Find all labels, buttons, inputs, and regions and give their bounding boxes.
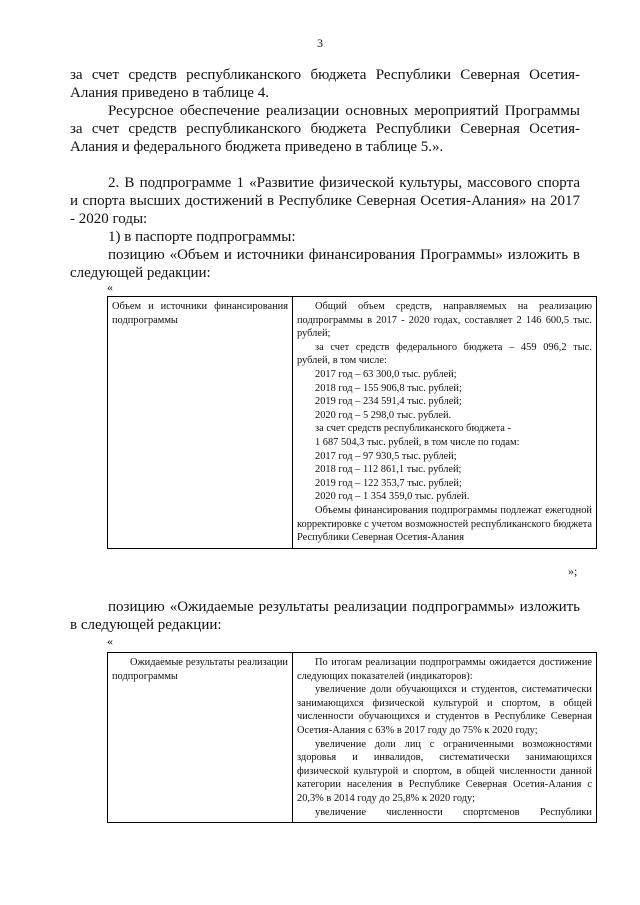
results-table (107, 652, 597, 823)
republic-2020: 2020 год – 1 354 359,0 тыс. рублей. (315, 491, 470, 503)
federal-budget-total: за счет средств федерального бюджета – 459 096,2 тыс. рублей, в том числе: (297, 341, 592, 367)
position-financing-instruction: позицию «Объем и источники финансирования Программы» изложить в следующей редакции: (70, 247, 580, 281)
federal-2018: 2018 год – 155 906,8 тыс. рублей; (315, 382, 462, 394)
republic-2019: 2019 год – 122 353,7 тыс. рублей; (315, 477, 462, 489)
intro-paragraph-2: Ресурсное обеспечение реализации основных мероприятий Программы за счет средств республиканского бюджета Республики Северная Осетия-Алания и федерального бюджета приведено в таблице 5.». (70, 103, 580, 155)
financing-table-label: Объем и источники финансирования подпрограммы (108, 297, 293, 549)
results-table-content (293, 653, 597, 823)
passport-item: 1) в паспорте подпрограммы: (108, 229, 296, 245)
federal-2020: 2020 год – 5 298,0 тыс. рублей. (315, 409, 452, 421)
results-intro: По итогам реализации подпрограммы ожидается достижение следующих показателей (индикаторов): (297, 657, 592, 682)
intro-line-2: Алания приведено в таблице 4. (70, 85, 269, 101)
financing-total: Общий объем средств, направляемых на реализацию подпрограммы в 2017 - 2020 годах, составляет 2 146 600,5 тыс. рублей; (297, 301, 592, 340)
open-quote-1: « (107, 280, 113, 294)
result-disabled-share: увеличение доли лиц с ограниченными возможностями здоровья и инвалидов, систематически занимающихся физической культурой и спортом, в общей численности данной категории населения в Республике Северная Осетия-Алания с 20,3% в 2014 году до 25,8% к 2020 году; (297, 738, 592, 804)
results-table-label: Ожидаемые результаты реализации подпрограммы (108, 653, 293, 823)
financing-table-content (293, 297, 597, 549)
result-students-share: увеличение доли обучающихся и студентов, систематически занимающихся физической культурой и спортом, в общей численности обучающихся и студентов в Республике Северная Осетия-Алания с 63% в 2017 году до 75% к 2020 году; (297, 684, 592, 736)
position-results-instruction: позицию «Ожидаемые результаты реализации подпрограммы» изложить в следующей редакции: (70, 599, 580, 633)
federal-2019: 2019 год – 234 591,4 тыс. рублей; (315, 396, 462, 408)
financing-table-row (108, 297, 597, 549)
intro-paragraph-1 (70, 66, 580, 102)
close-quote-1: »; (568, 564, 578, 578)
open-quote-2: « (107, 634, 113, 648)
republic-2018: 2018 год – 112 861,1 тыс. рублей; (315, 464, 462, 476)
republic-budget-total: 1 687 504,3 тыс. рублей, в том числе по годам: (315, 436, 520, 448)
federal-2017: 2017 год – 63 300,0 тыс. рублей; (315, 368, 457, 380)
republic-2017: 2017 год – 97 930,5 тыс. рублей; (315, 450, 457, 462)
result-athletes-count: увеличение численности спортсменов Республики (315, 806, 592, 818)
financing-adjustment-note: Объемы финансирования подпрограммы подлежат ежегодной корректировке с учетом возможностей республиканского бюджета Республики Северная Осетия-Алания (297, 504, 592, 544)
financing-table (107, 296, 597, 549)
results-table-row (108, 653, 597, 823)
section-2-heading: 2. В подпрограмме 1 «Развитие физической культуры, массового спорта и спорта высших достижений в Республике Северная Осетия-Алания» на 2017 - 2020 годы: (70, 175, 580, 227)
intro-line-1: за счет средств республиканского бюджета Республики Северная Осетия- (70, 67, 580, 83)
republic-budget-heading: за счет средств республиканского бюджета - (315, 423, 511, 435)
page-number: 3 (317, 36, 323, 50)
